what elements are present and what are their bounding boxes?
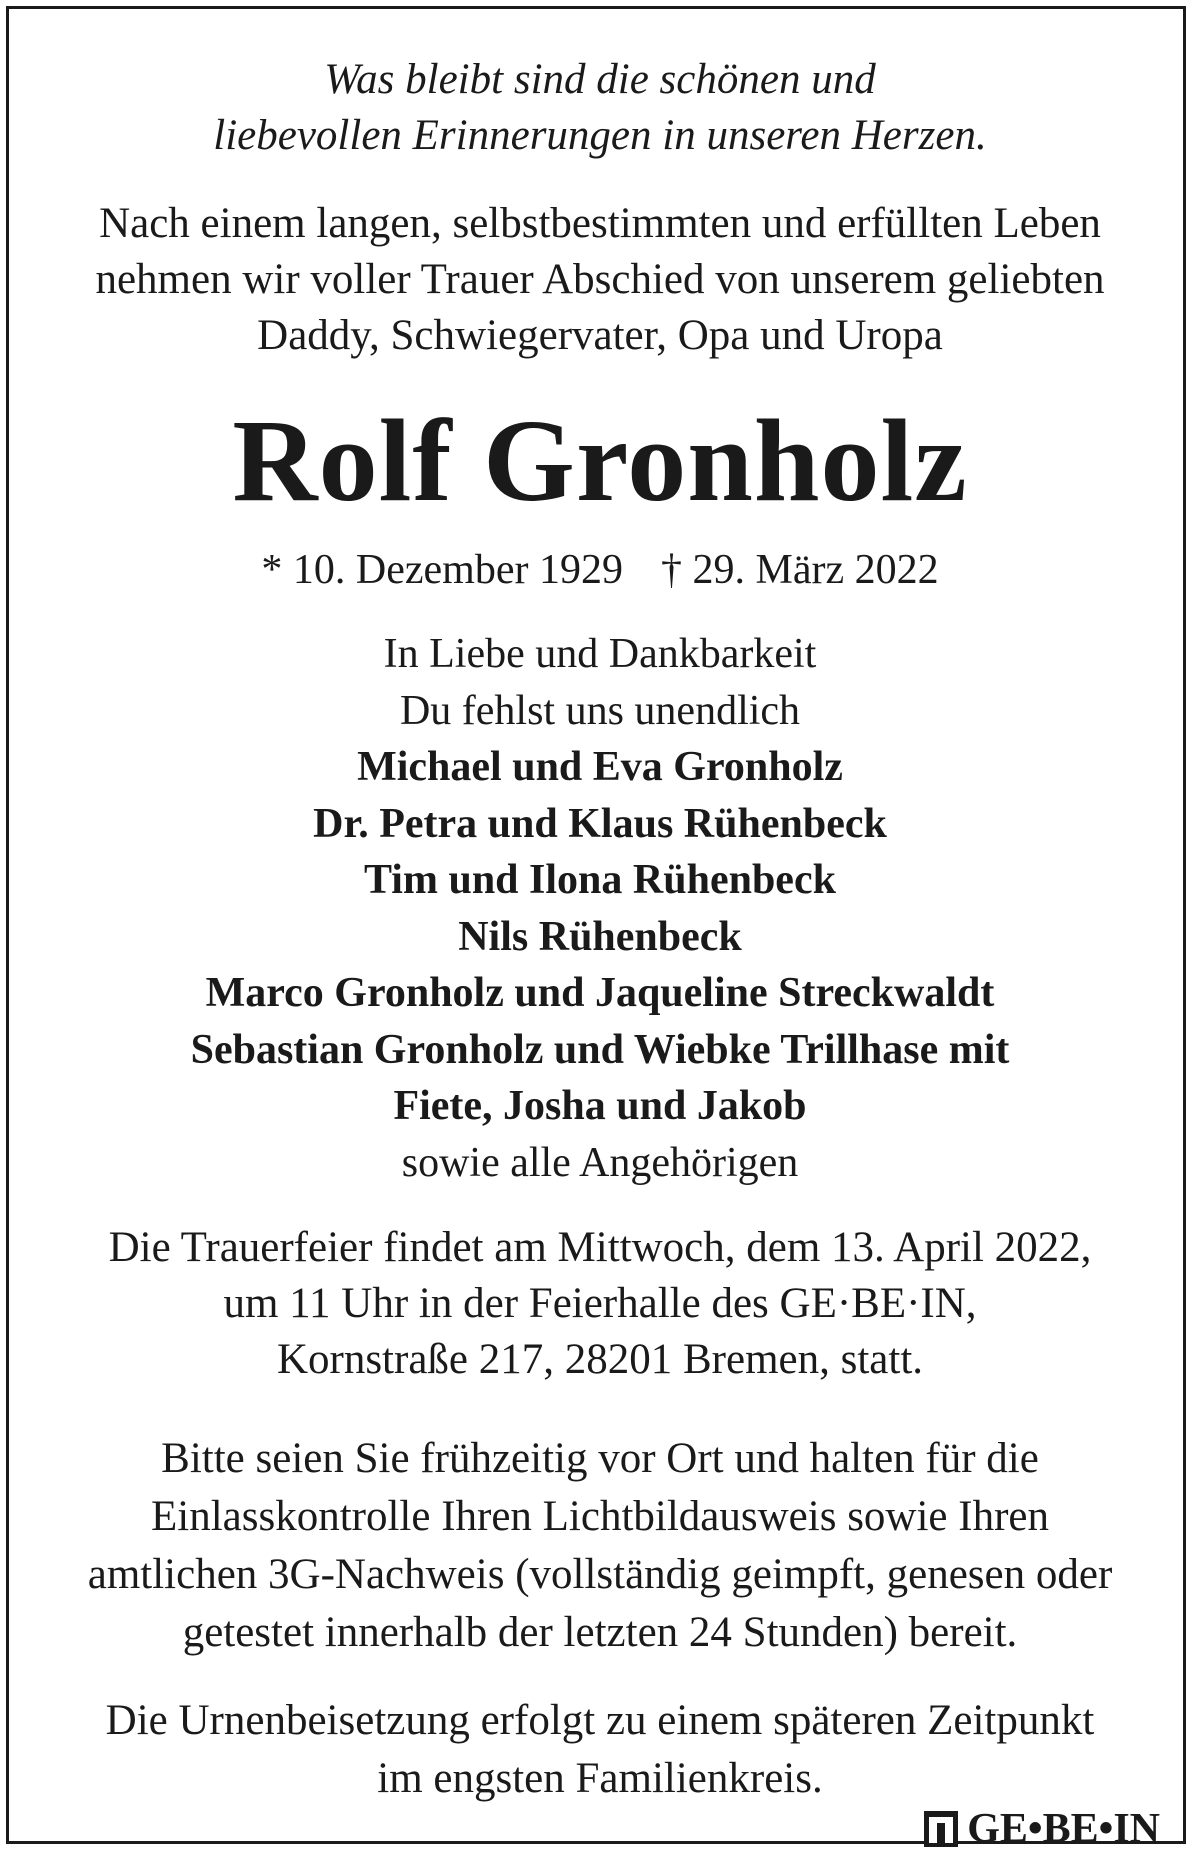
death-date: † 29. März 2022 [660, 547, 939, 593]
mourner-name: Michael und Eva Gronholz [357, 744, 843, 790]
deceased-name: Rolf Gronholz [232, 395, 968, 526]
dedication-line: Du fehlst uns unendlich [399, 687, 801, 734]
covid-line: Einlasskontrolle Ihren Lichtbildausweis sowie Ihren [150, 1493, 1049, 1540]
urn-line: im engsten Familienkreis. [377, 1755, 823, 1802]
ge-be-in-logo-icon [921, 1809, 961, 1849]
birth-date: * 10. Dezember 1929 [261, 547, 623, 593]
service-line: Die Trauerfeier findet am Mittwoch, dem 13. April 2022, [108, 1224, 1092, 1271]
covid-line: getestet innerhalb der letzten 24 Stunden) bereit. [182, 1609, 1018, 1656]
covid-line: amtlichen 3G-Nachweis (vollständig geimpft, genesen oder [87, 1551, 1113, 1598]
logo-text: GE•BE•IN [967, 1806, 1160, 1852]
intro-line: nehmen wir voller Trauer Abschied von unserem geliebten [95, 256, 1105, 303]
intro-line: Nach einem langen, selbstbestimmten und erfüllten Leben [99, 200, 1101, 247]
mourner-name: Nils Rühenbeck [458, 913, 742, 960]
intro-line: Daddy, Schwiegervater, Opa und Uropa [257, 312, 943, 359]
quote-line: liebevollen Erinnerungen in unseren Herzen. [213, 112, 987, 159]
service-line: um 11 Uhr in der Feierhalle des GE·BE·IN, [223, 1280, 977, 1327]
mourner-name: Tim und Ilona Rühenbeck [364, 857, 836, 903]
quote-line: Was bleibt sind die schönen und [324, 56, 876, 103]
opening-quote [0, 52, 1200, 164]
covid-notice [0, 1430, 1200, 1662]
relatives-line: sowie alle Angehörigen [401, 1139, 799, 1186]
mourners-list [0, 626, 1200, 1191]
intro-text [0, 196, 1200, 364]
funeral-home-logo [921, 1808, 1160, 1850]
urn-line: Die Urnenbeisetzung erfolgt zu einem späteren Zeitpunkt [105, 1697, 1095, 1744]
life-dates [0, 542, 1200, 598]
funeral-service-info [0, 1220, 1200, 1388]
dedication-line: In Liebe und Dankbarkeit [383, 631, 817, 677]
covid-line: Bitte seien Sie frühzeitig vor Ort und halten für die [161, 1435, 1039, 1482]
service-line: Kornstraße 217, 28201 Bremen, statt. [276, 1336, 924, 1383]
mourner-name: Dr. Petra und Klaus Rühenbeck [313, 800, 887, 847]
mourner-name: Fiete, Josha und Jakob [393, 1083, 807, 1129]
mourner-name: Sebastian Gronholz und Wiebke Trillhase mit [190, 1026, 1010, 1073]
mourner-name: Marco Gronholz und Jaqueline Streckwaldt [205, 970, 995, 1016]
urn-burial-info [0, 1692, 1200, 1808]
